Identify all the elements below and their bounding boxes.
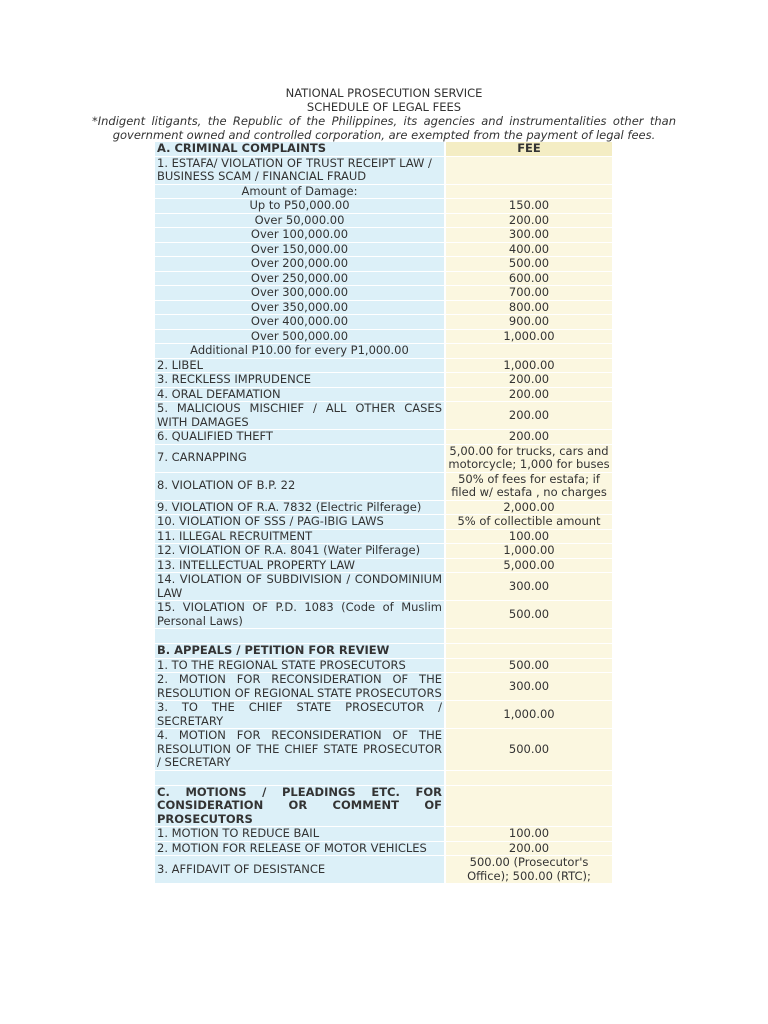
amount-of-damage-label: Amount of Damage: [155, 184, 445, 199]
case-fee: 500.00 [445, 601, 612, 629]
case-label: 3. RECKLESS IMPRUDENCE [155, 373, 445, 388]
damage-label: Over 200,000.00 [155, 257, 445, 272]
damage-fee: 400.00 [445, 242, 612, 257]
damage-label: Over 100,000.00 [155, 228, 445, 243]
case-fee: 1,000.00 [445, 544, 612, 559]
damage-label: Over 250,000.00 [155, 271, 445, 286]
case-label: 15. VIOLATION OF P.D. 1083 (Code of Muslim Personal Laws) [155, 601, 445, 629]
document-title: NATIONAL PROSECUTION SERVICE [285, 86, 483, 100]
table-row [155, 500, 612, 515]
exemption-note: *Indigent litigants, the Republic of the Philippines, its agencies and instrumentalities other than government owned and controlled corporation, are exempted from the payment of legal fees. [92, 114, 676, 142]
section-c-heading: C. MOTIONS / PLEADINGS ETC. FOR CONSIDERATION OR COMMENT OF PROSECUTORS [155, 785, 445, 827]
table-row [155, 729, 612, 771]
case-label: 7. CARNAPPING [155, 444, 445, 472]
case-fee: 2,000.00 [445, 500, 612, 515]
appeal-label: 3. TO THE CHIEF STATE PROSECUTOR / SECRETARY [155, 701, 445, 729]
table-row [155, 184, 612, 199]
section-row [155, 644, 612, 659]
section-b-heading: B. APPEALS / PETITION FOR REVIEW [155, 644, 445, 659]
document-header [92, 86, 676, 142]
damage-label: Over 350,000.00 [155, 300, 445, 315]
damage-fee: 800.00 [445, 300, 612, 315]
table-row [155, 315, 612, 330]
appeal-fee: 500.00 [445, 658, 612, 673]
table-row [155, 701, 612, 729]
damage-fee: 300.00 [445, 228, 612, 243]
table-row [155, 856, 612, 884]
section-row [155, 785, 612, 827]
table-row [155, 529, 612, 544]
appeal-label: 2. MOTION FOR RECONSIDERATION OF THE RESOLUTION OF REGIONAL STATE PROSECUTORS [155, 673, 445, 701]
case-label: 11. ILLEGAL RECRUITMENT [155, 529, 445, 544]
table-row [155, 300, 612, 315]
section-a-heading: A. CRIMINAL COMPLAINTS [155, 142, 445, 156]
case-fee: 200.00 [445, 402, 612, 430]
case-label: 5. MALICIOUS MISCHIEF / ALL OTHER CASES WITH DAMAGES [155, 402, 445, 430]
table-header-row [155, 142, 612, 156]
damage-fee: 200.00 [445, 213, 612, 228]
case-fee: 200.00 [445, 373, 612, 388]
table-row [155, 515, 612, 530]
spacer-row [155, 629, 612, 644]
damage-label: Over 500,000.00 [155, 329, 445, 344]
case-label: 12. VIOLATION OF R.A. 8041 (Water Pilferage) [155, 544, 445, 559]
table-row [155, 472, 612, 500]
document-subtitle: SCHEDULE OF LEGAL FEES [306, 100, 462, 114]
table-row [155, 827, 612, 842]
case-label: 13. INTELLECTUAL PROPERTY LAW [155, 558, 445, 573]
damage-label: Over 50,000.00 [155, 213, 445, 228]
table-row [155, 430, 612, 445]
table-row [155, 257, 612, 272]
table-row [155, 213, 612, 228]
case-fee: 100.00 [445, 529, 612, 544]
damage-fee: 1,000.00 [445, 329, 612, 344]
motion-fee: 500.00 (Prosecutor's Office); 500.00 (RTC); [445, 856, 612, 884]
case-label: 2. LIBEL [155, 358, 445, 373]
additional-fee-note: Additional P10.00 for every P1,000.00 [155, 344, 445, 359]
table-row [155, 387, 612, 402]
damage-label: Over 150,000.00 [155, 242, 445, 257]
table-row [155, 841, 612, 856]
table-row [155, 658, 612, 673]
motion-label: 2. MOTION FOR RELEASE OF MOTOR VEHICLES [155, 841, 445, 856]
case-label: 9. VIOLATION OF R.A. 7832 (Electric Pilferage) [155, 500, 445, 515]
table-row [155, 402, 612, 430]
case-fee: 50% of fees for estafa; if filed w/ estafa , no charges [445, 472, 612, 500]
table-row [155, 344, 612, 359]
table-row [155, 373, 612, 388]
table-row [155, 271, 612, 286]
appeal-fee: 1,000.00 [445, 701, 612, 729]
damage-fee: 150.00 [445, 199, 612, 214]
case-fee: 300.00 [445, 573, 612, 601]
table-row [155, 199, 612, 214]
damage-label: Over 300,000.00 [155, 286, 445, 301]
table-row [155, 544, 612, 559]
table-row [155, 358, 612, 373]
case-label: 6. QUALIFIED THEFT [155, 430, 445, 445]
motion-label: 3. AFFIDAVIT OF DESISTANCE [155, 856, 445, 884]
fee-column-header: FEE [445, 142, 612, 156]
damage-label: Up to P50,000.00 [155, 199, 445, 214]
motion-fee: 200.00 [445, 841, 612, 856]
case-fee: 5,00.00 for trucks, cars and motorcycle; 1,000 for buses [445, 444, 612, 472]
case-fee: 200.00 [445, 430, 612, 445]
appeal-fee: 500.00 [445, 729, 612, 771]
spacer-row [155, 770, 612, 785]
case-label: 14. VIOLATION OF SUBDIVISION / CONDOMINIUM LAW [155, 573, 445, 601]
table-row [155, 156, 612, 184]
case-fee: 5,000.00 [445, 558, 612, 573]
table-row [155, 286, 612, 301]
table-row [155, 558, 612, 573]
case-label: 4. ORAL DEFAMATION [155, 387, 445, 402]
damage-fee: 700.00 [445, 286, 612, 301]
case-label: 10. VIOLATION OF SSS / PAG-IBIG LAWS [155, 515, 445, 530]
table-row [155, 673, 612, 701]
appeal-label: 4. MOTION FOR RECONSIDERATION OF THE RESOLUTION OF THE CHIEF STATE PROSECUTOR / SECRETARY [155, 729, 445, 771]
damage-fee: 900.00 [445, 315, 612, 330]
damage-label: Over 400,000.00 [155, 315, 445, 330]
motion-label: 1. MOTION TO REDUCE BAIL [155, 827, 445, 842]
motion-fee: 100.00 [445, 827, 612, 842]
table-row [155, 601, 612, 629]
case-label: 8. VIOLATION OF B.P. 22 [155, 472, 445, 500]
table-row [155, 573, 612, 601]
case-fee: 200.00 [445, 387, 612, 402]
appeal-label: 1. TO THE REGIONAL STATE PROSECUTORS [155, 658, 445, 673]
table-row [155, 242, 612, 257]
table-row [155, 444, 612, 472]
fee-schedule-table [155, 142, 612, 884]
damage-fee: 500.00 [445, 257, 612, 272]
case-fee: 1,000.00 [445, 358, 612, 373]
table-row [155, 329, 612, 344]
case-fee: 5% of collectible amount [445, 515, 612, 530]
damage-fee: 600.00 [445, 271, 612, 286]
table-row [155, 228, 612, 243]
appeal-fee: 300.00 [445, 673, 612, 701]
estafa-title: 1. ESTAFA/ VIOLATION OF TRUST RECEIPT LAW / BUSINESS SCAM / FINANCIAL FRAUD [155, 156, 445, 184]
